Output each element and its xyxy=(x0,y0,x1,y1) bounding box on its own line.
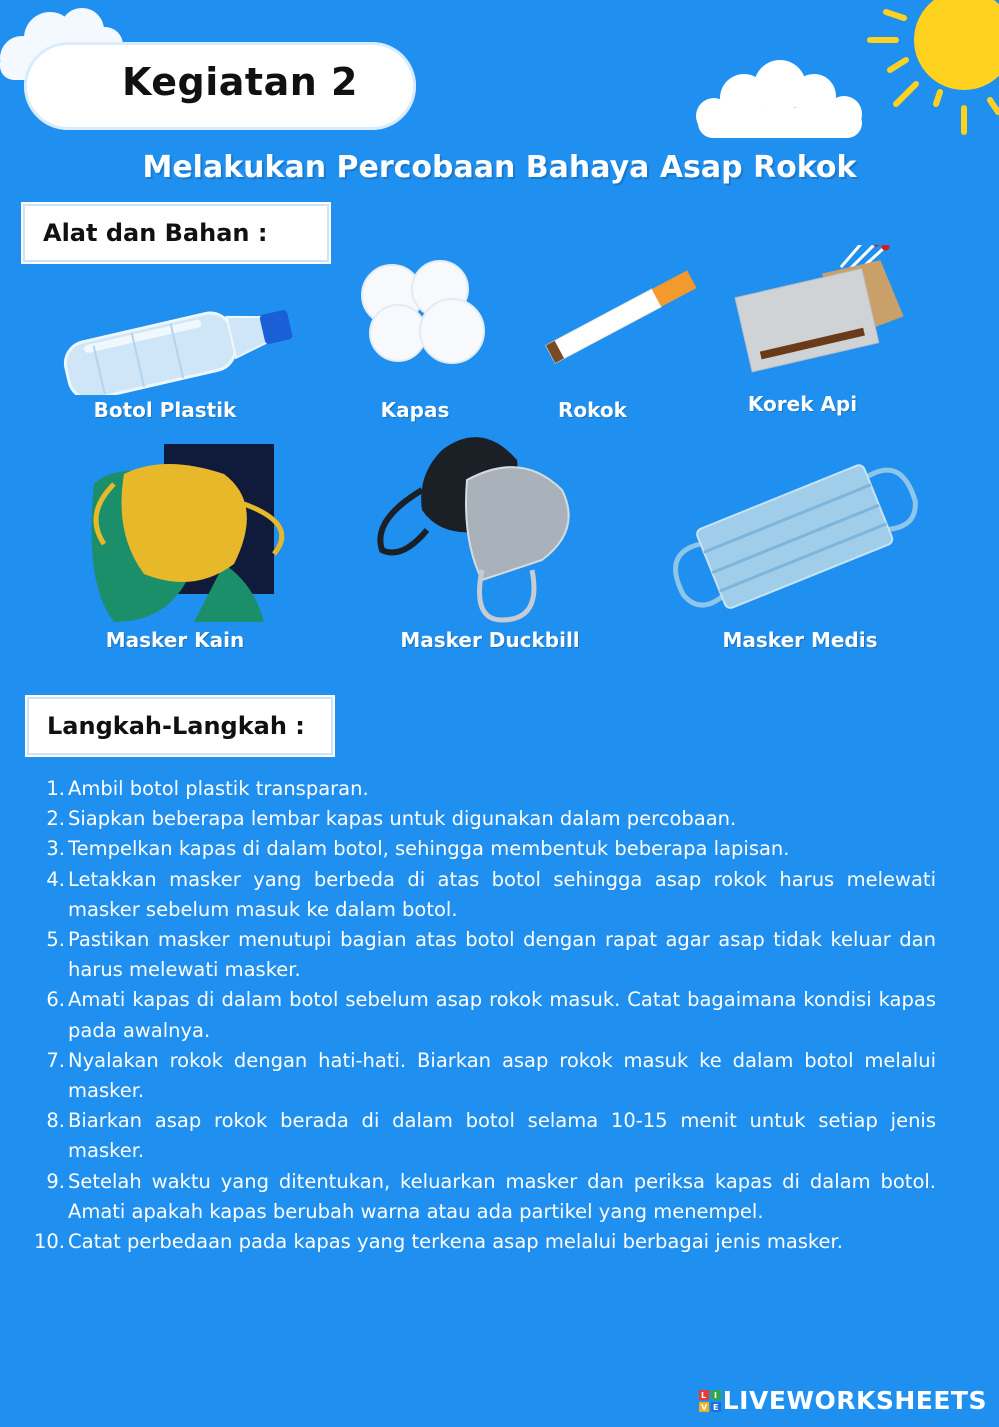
step-number: 7. xyxy=(46,1048,65,1072)
step-text: Siapkan beberapa lembar kapas untuk digunakan dalam percobaan. xyxy=(68,807,737,831)
step-number: 5. xyxy=(46,928,65,952)
step-item xyxy=(30,834,936,864)
step-number: 3. xyxy=(46,837,65,861)
step-number: 1. xyxy=(46,777,65,800)
page-subtitle: Melakukan Percobaan Bahaya Asap Rokok xyxy=(142,150,857,185)
step-number: 4. xyxy=(46,867,65,891)
cloth-mask-icon xyxy=(74,444,304,622)
step-text: Setelah waktu yang ditentukan, keluarkan masker dan periksa kapas di dalam botol. Amati apakah kapas berubah warna atau ada partikel yang menempel. xyxy=(68,1169,936,1223)
step-text: Letakkan masker yang berbeda di atas botol sehingga asap rokok harus melewati masker sebelum masuk ke dalam botol. xyxy=(68,867,936,921)
step-text: Nyalakan rokok dengan hati-hati. Biarkan asap rokok masuk ke dalam botol melalui masker. xyxy=(68,1048,936,1103)
matchbox-icon xyxy=(730,245,910,375)
step-text: Tempelkan kapas di dalam botol, sehingga membentuk beberapa lapisan. xyxy=(68,837,790,861)
page-title: Kegiatan 2 xyxy=(122,60,358,104)
svg-text:I: I xyxy=(713,1391,718,1400)
step-text: Amati kapas di dalam botol sebelum asap rokok masuk. Catat bagaimana kondisi kapas pada awalnya. xyxy=(68,988,936,1042)
step-number: 8. xyxy=(46,1109,65,1133)
sun-icon xyxy=(860,0,999,140)
materials-heading: Alat dan Bahan : xyxy=(43,219,268,247)
step-number: 2. xyxy=(46,807,65,831)
step-item xyxy=(30,1227,936,1257)
step-item xyxy=(30,1167,936,1227)
step-item xyxy=(30,865,936,925)
material-label-masker-duckbill: Masker Duckbill xyxy=(400,628,580,652)
materials-heading-box xyxy=(23,204,329,262)
svg-text:V: V xyxy=(700,1403,708,1412)
steps-heading-box xyxy=(27,697,333,755)
liveworksheets-watermark[interactable] xyxy=(699,1386,987,1415)
step-text: Ambil botol plastik transparan. xyxy=(68,777,369,800)
step-text: Biarkan asap rokok berada di dalam botol selama 10-15 menit untuk setiap jenis masker. xyxy=(68,1109,936,1163)
material-label-botol-plastik: Botol Plastik xyxy=(93,398,237,422)
cloud-right-decoration xyxy=(684,56,874,146)
watermark-text: LIVEWORKSHEETS xyxy=(722,1386,987,1415)
step-item xyxy=(30,774,936,804)
duckbill-mask-icon xyxy=(372,420,590,625)
steps-heading: Langkah-Langkah : xyxy=(47,712,305,740)
step-item xyxy=(30,804,936,834)
material-label-korek-api: Korek Api xyxy=(747,392,858,416)
step-item xyxy=(30,925,936,985)
step-number: 9. xyxy=(46,1169,65,1193)
material-label-kapas: Kapas xyxy=(380,398,450,422)
step-number: 6. xyxy=(46,988,65,1012)
steps-list xyxy=(30,774,936,1257)
svg-text:E: E xyxy=(712,1403,719,1412)
material-label-masker-kain: Masker Kain xyxy=(105,628,245,652)
step-text: Catat perbedaan pada kapas yang terkena asap melalui berbagai jenis masker. xyxy=(68,1230,843,1254)
step-item xyxy=(30,1106,936,1166)
material-label-rokok: Rokok xyxy=(558,398,627,422)
svg-text:L: L xyxy=(700,1391,707,1400)
cotton-icon xyxy=(352,255,494,365)
plastic-bottle-icon xyxy=(55,290,305,395)
cigarette-icon xyxy=(540,262,705,367)
step-number: 10. xyxy=(33,1230,65,1254)
step-text: Pastikan masker menutupi bagian atas botol dengan rapat agar asap tidak keluar dan harus melewati masker. xyxy=(68,928,936,982)
medical-mask-icon xyxy=(655,440,925,610)
step-item xyxy=(30,985,936,1045)
material-label-masker-medis: Masker Medis xyxy=(722,628,878,652)
step-item xyxy=(30,1046,936,1106)
liveworksheets-logo-icon xyxy=(699,1390,721,1412)
